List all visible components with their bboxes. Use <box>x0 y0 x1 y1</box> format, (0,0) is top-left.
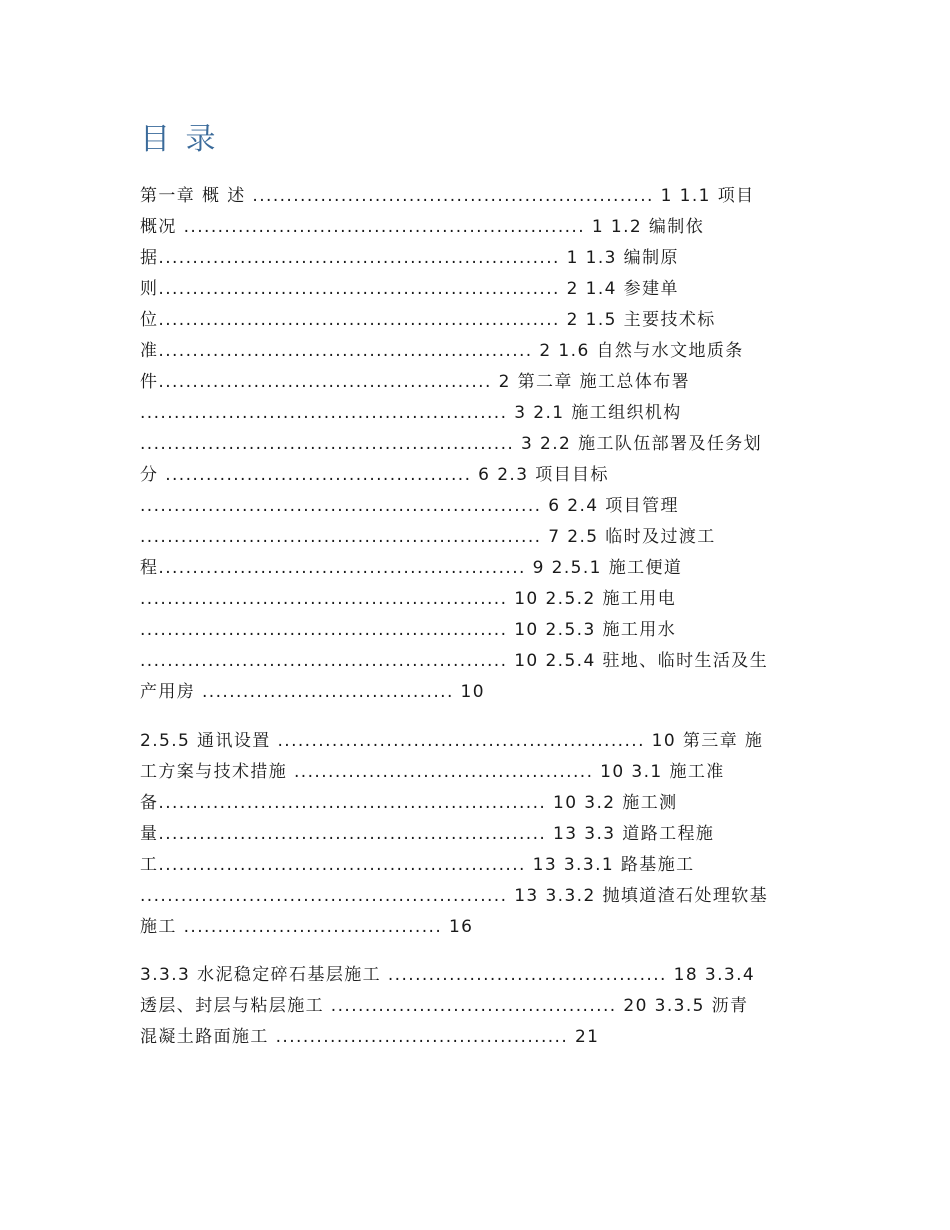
toc-line: ...................................................... 13 3.3.2 抛填道渣石处理软基 <box>140 886 769 906</box>
toc-line: 程...................................................... 9 2.5.1 施工便道 <box>140 558 683 578</box>
toc-line: ...................................................... 10 2.5.2 施工用电 <box>140 589 677 609</box>
toc-block-1 <box>140 181 820 708</box>
toc-line: 3.3.3 水泥稳定碎石基层施工 ......................................... 18 3.3.4 <box>140 965 756 985</box>
toc-line: ........................................................... 6 2.4 项目管理 <box>140 496 679 516</box>
toc-line: 量......................................................... 13 3.3 道路工程施 <box>140 824 715 844</box>
toc-line: 第一章 概 述 ........................................................... 1 1.1 项目 <box>140 186 755 206</box>
toc-line: 施工 ...................................... 16 <box>140 917 474 937</box>
toc-title: 目 录 <box>140 122 219 157</box>
toc-line: 件................................................. 2 第二章 施工总体布署 <box>140 372 691 392</box>
toc-line: 位........................................................... 2 1.5 主要技术标 <box>140 310 716 330</box>
toc-line: ........................................................... 7 2.5 临时及过渡工 <box>140 527 716 547</box>
toc-line: ...................................................... 10 2.5.3 施工用水 <box>140 620 677 640</box>
toc-block-2 <box>140 726 820 943</box>
toc-line: 分 ............................................. 6 2.3 项目目标 <box>140 465 609 485</box>
toc-line: 据........................................................... 1 1.3 编制原 <box>140 248 679 268</box>
toc-line: ...................................................... 10 2.5.4 驻地、临时生活及生 <box>140 651 769 671</box>
toc-line: 工方案与技术措施 ............................................ 10 3.1 施工准 <box>140 762 725 782</box>
toc-block-3 <box>140 960 820 1053</box>
toc-line: 工...................................................... 13 3.3.1 路基施工 <box>140 855 695 875</box>
toc-line: ...................................................... 3 2.1 施工组织机构 <box>140 403 682 423</box>
toc-line: 透层、封层与粘层施工 .......................................... 20 3.3.5 沥青 <box>140 996 749 1016</box>
toc-line: 备......................................................... 10 3.2 施工测 <box>140 793 678 813</box>
toc-line: ....................................................... 3 2.2 施工队伍部署及任务划 <box>140 434 763 454</box>
toc-line: 则........................................................... 2 1.4 参建单 <box>140 279 679 299</box>
toc-line: 混凝土路面施工 ........................................... 21 <box>140 1027 600 1047</box>
toc-line: 准....................................................... 2 1.6 自然与水文地质条 <box>140 341 744 361</box>
toc-line: 2.5.5 通讯设置 ...................................................... 10 第三章 施 <box>140 731 764 751</box>
toc-line: 产用房 ..................................... 10 <box>140 682 485 702</box>
toc-line: 概况 ........................................................... 1 1.2 编制依 <box>140 217 705 237</box>
